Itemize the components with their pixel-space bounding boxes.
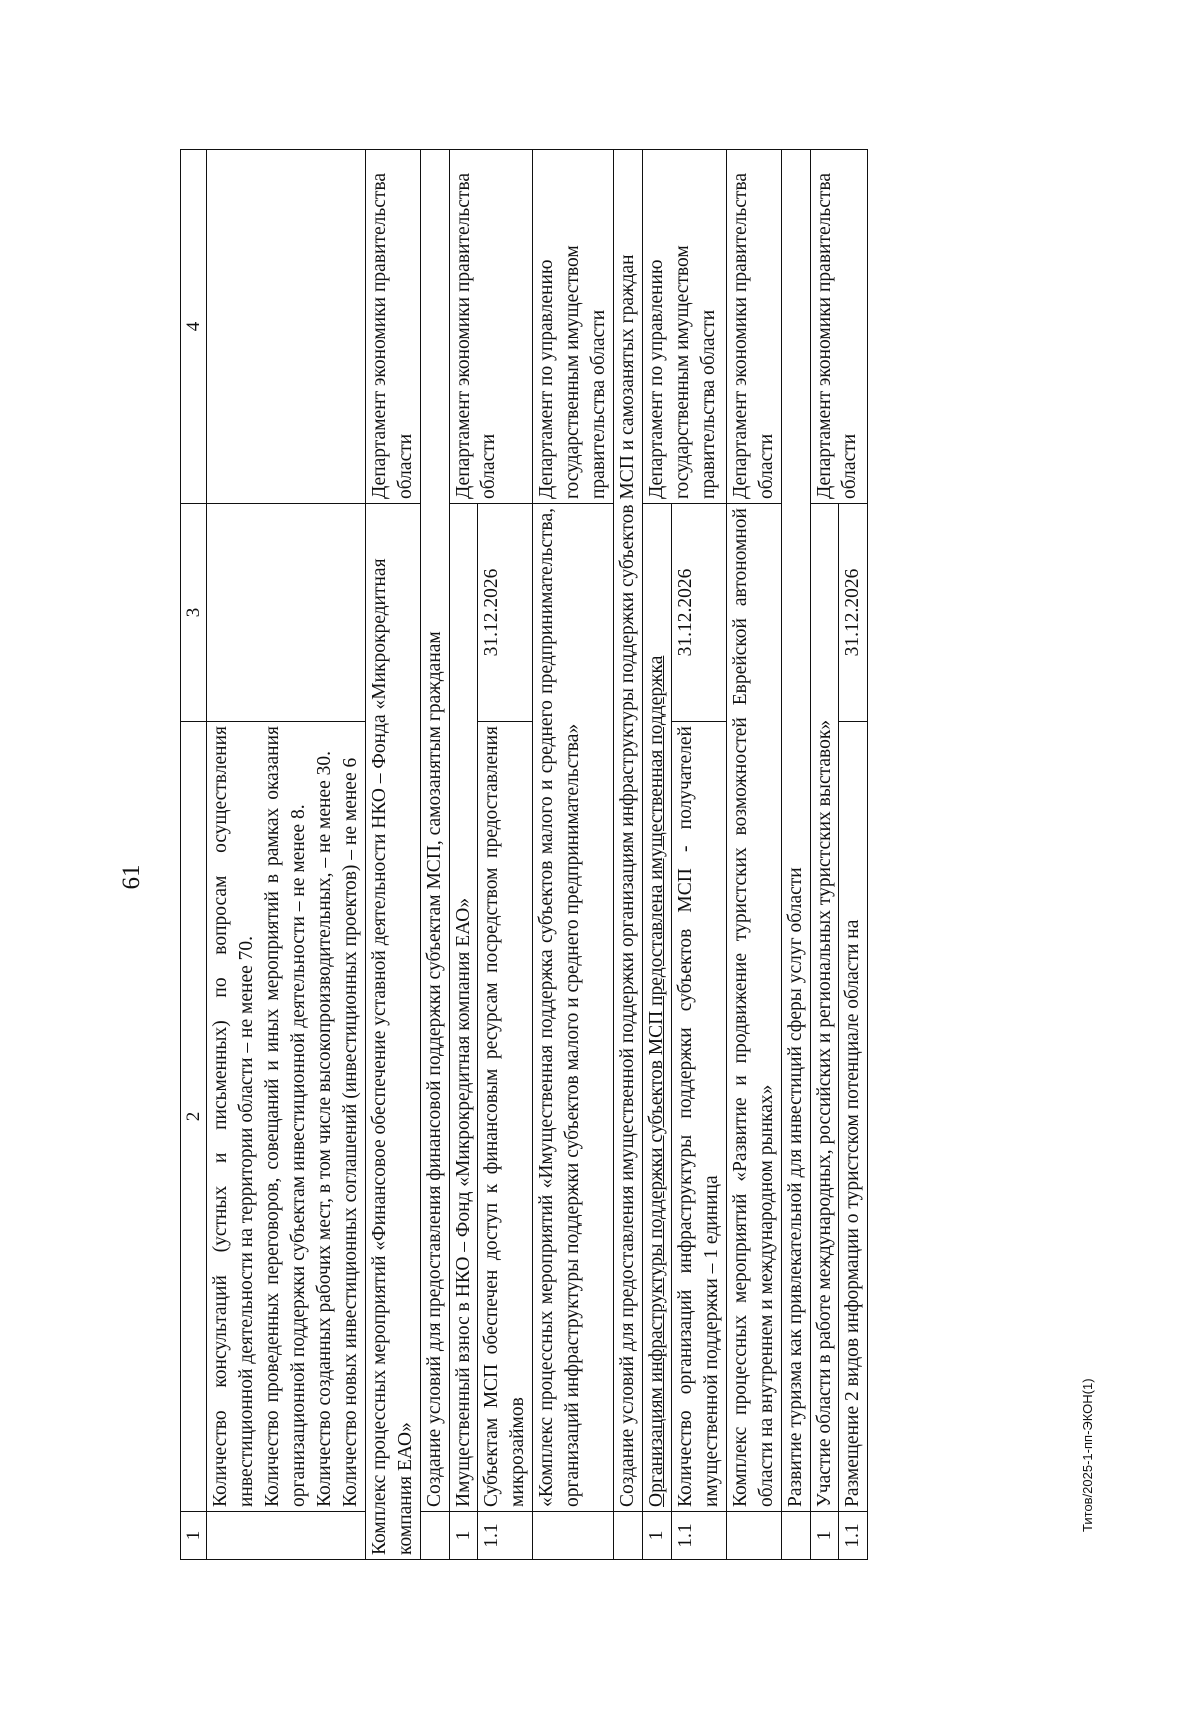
- complex-2-dept: Департамент по управлению государственным имуществом правительства области: [533, 150, 614, 504]
- task-2-title: Создание условий для предоставления имущественной поддержки организациям инфраструктуры поддержки субъектов МСП и самозанятых граждан: [614, 150, 643, 1512]
- task-2-item-text: Организациям инфраструктуры поддержки субъектов МСП предоставлена имущественная поддержка: [643, 504, 672, 1512]
- table-row-indicators: [207, 150, 366, 1560]
- row-number: 1.1: [478, 1512, 533, 1560]
- header-row: [181, 150, 207, 1560]
- row-number: 1: [810, 1512, 839, 1560]
- task-1-item-text: Имущественный взнос в НКО – Фонд «Микрокредитная компания ЕАО»: [449, 504, 478, 1512]
- header-col-3: 3: [181, 504, 207, 722]
- measures-table: [180, 149, 868, 1560]
- row-number: 1.1: [839, 1512, 868, 1560]
- document-footer-code: Титов/2025-1-пп-ЭКОН(1): [1080, 1378, 1095, 1532]
- table-row-complex-2: [533, 150, 614, 1560]
- task-3-dept: Департамент экономики правительства области: [810, 150, 868, 504]
- task-3-title: Развитие туризма как привлекательной для инвестиций сферы услуг области: [781, 150, 810, 1512]
- indicator-agreements: Количество новых инвестиционных соглашений (инвестиционных проектов) – не менее 6: [339, 757, 361, 1507]
- page-number: 61: [118, 864, 145, 890]
- table-row-task-1: [420, 150, 449, 1560]
- complex-2-title: «Комплекс процессных мероприятий «Имущественная поддержка субъектов малого и среднего предпринимательства, организаций инфраструктуры поддержки субъектов малого и среднего предпринимательства»: [533, 504, 614, 1512]
- row-number: 1: [643, 1512, 672, 1560]
- row-number: 1: [449, 1512, 478, 1560]
- table-row-complex-3: [726, 150, 781, 1560]
- task-2-sub-text: Количество организаций инфраструктуры поддержки субъектов МСП - получателей имущественной поддержки – 1 единица: [671, 722, 726, 1512]
- complex-3-dept: Департамент экономики правительства области: [726, 150, 781, 504]
- header-col-4: 4: [181, 150, 207, 504]
- task-3-item-text: Участие области в работе международных, российских и региональных туристских выставок»: [810, 504, 839, 1512]
- table-row-task-2: [614, 150, 643, 1560]
- task-2-dept: Департамент по управлению государственным имуществом правительства области: [643, 150, 727, 504]
- table-row-task-3: [781, 150, 810, 1560]
- table-row-task-1-item: [449, 150, 478, 1560]
- complex-1-title: Комплекс процессных мероприятий «Финансовое обеспечение уставной деятельности НКО – Фонда «Микрокредитная компания ЕАО»: [365, 504, 420, 1560]
- complex-1-dept: Департамент экономики правительства области: [365, 150, 420, 504]
- complex-3-title: Комплекс процессных мероприятий «Развитие и продвижение туристских возможностей Еврейской автономной области на внутреннем и международном рынках»: [726, 504, 781, 1512]
- task-1-title: Создание условий для предоставления финансовой поддержки субъектам МСП, самозанятым гражданам: [420, 150, 449, 1512]
- task-2-sub-date: 31.12.2026: [671, 504, 726, 722]
- header-col-1: 1: [181, 1512, 207, 1560]
- task-1-sub-text: Субъектам МСП обеспечен доступ к финансовым ресурсам посредством предоставления микрозаймов: [478, 722, 533, 1512]
- task-3-sub-text: Размещение 2 видов информации о туристском потенциале области на: [839, 722, 868, 1512]
- header-col-2: 2: [181, 722, 207, 1512]
- rotated-table-area: [180, 150, 1050, 1560]
- table-row-complex-1: [365, 150, 420, 1560]
- task-1-dept: Департамент экономики правительства области: [449, 150, 533, 504]
- task-1-sub-date: 31.12.2026: [478, 504, 533, 722]
- indicator-consultations: Количество консультаций (устных и письменных) по вопросам осуществления инвестиционной деятельности на территории области – не менее 70.: [210, 726, 258, 1507]
- indicators-cell: [207, 722, 366, 1512]
- table-row-task-2-item: [643, 150, 672, 1560]
- indicator-negotiations: Количество проведенных переговоров, совещаний и иных мероприятий в рамках оказания организационной поддержки субъектам инвестиционной деятельности – не менее 8.: [262, 726, 310, 1507]
- indicator-jobs: Количество созданных рабочих мест, в том числе высокопроизводительных, – не менее 30.: [313, 751, 335, 1507]
- table-row-task-3-item: [810, 150, 839, 1560]
- row-number: 1.1: [671, 1512, 726, 1560]
- task-3-sub-date: 31.12.2026: [839, 504, 868, 722]
